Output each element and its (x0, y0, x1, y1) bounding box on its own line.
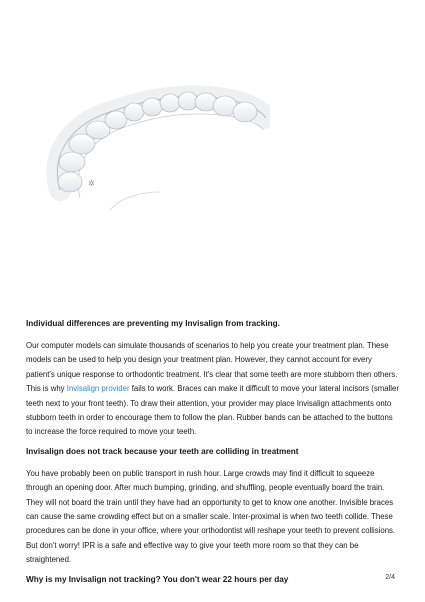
section-heading: Why is my Invisalign not tracking? You don't wear 22 hours per day (26, 574, 289, 584)
section-heading: Individual differences are preventing my Invisalign from tracking. (26, 319, 280, 328)
invisalign-provider-link[interactable]: Invisalign provider (66, 384, 130, 394)
article-body (26, 318, 401, 595)
page-number: 2/4 (385, 574, 395, 581)
section-paragraph: Our computer models can simulate thousands of scenarios to help you create your treatment plan. These models can be used to help you design your treatment plan. However, they cannot account for every patient's unique response to orthodontic treatment. It's clear that some teeth are more stubborn then others. This is why Invisalign provider fails to work. Braces can make it difficult to move your lateral incisors (smaller teeth next to your front teeth). To draw their attention, your provider may place Invisalign attachments onto stubborn teeth in order to encourage them to follow the plan. Rubber bands can be attached to the buttons to increase the force required to move your teeth. (26, 341, 399, 437)
clear-aligner-image (40, 70, 270, 220)
section-heading: Invisalign does not track because your teeth are colliding in treatment (26, 446, 299, 456)
svg-text:✲: ✲ (88, 179, 95, 188)
section-paragraph: You have probably been on public transport in rush hour. Large crowds may find it difficult to squeeze through an opening door. After much bumping, grinding, and shuffling, people eventually board the train. They will not board the train until they have had an opportunity to get to know one another. Invisible braces can cause the same crowding effect but on a smaller scale. Inter-proximal is when two teeth collide. These procedures can be done in your office, where your orthodontist will reshape your teeth to prevent collisions. But don't worry! IPR is a safe and effective way to give your teeth more room so that they can be straightened. (26, 468, 396, 565)
